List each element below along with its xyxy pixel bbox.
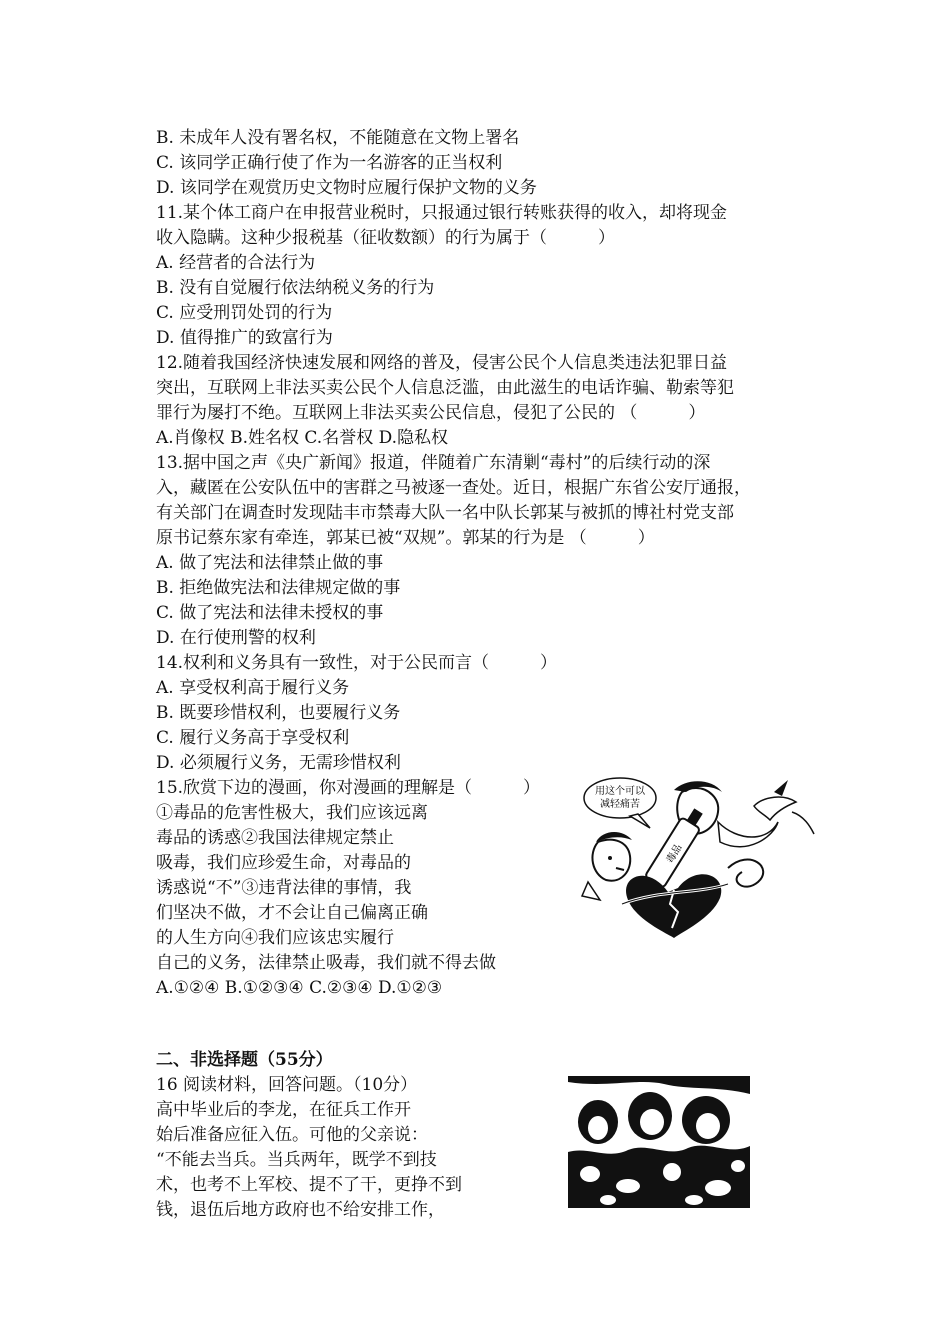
crowd-highlight-3 [663, 1163, 681, 1181]
anti-drug-cartoon-image [578, 772, 818, 942]
q15-statement-line1: ①毒品的危害性极大，我们应该远离 [156, 803, 428, 823]
q10-option-b: B. 未成年人没有署名权，不能随意在文物上署名 [156, 128, 520, 148]
q14-option-b: B. 既要珍惜权利，也要履行义务 [156, 703, 401, 723]
section-2-heading: 二、非选择题（55分） [156, 1050, 333, 1070]
flying-figure [754, 797, 796, 820]
q15-statement-line3: 吸毒，我们应珍爱生命，对毒品的 [156, 853, 411, 873]
soldiers-photo-drawing [568, 1076, 750, 1208]
speech-bubble [584, 778, 656, 818]
q13-option-d: D. 在行使刑警的权利 [156, 628, 316, 648]
q13-stem-line4: 原书记蔡东家有牵连，郭某已被“双规”。郭某的行为是 （ ） [156, 528, 655, 548]
crowd-highlight-2 [616, 1179, 640, 1193]
q16-material-line4: 术，也考不上军校、提不了干，更挣不到 [156, 1175, 462, 1195]
q11-option-b: B. 没有自觉履行依法纳税义务的行为 [156, 278, 435, 298]
soldiers-photo-image [568, 1076, 750, 1208]
crowd-highlight-7 [685, 1195, 703, 1205]
q15-statement-line7: 自己的义务，法律禁止吸毒，我们就不得去做 [156, 953, 496, 973]
q16-material-line5: 钱，退伍后地方政府也不给安排工作， [156, 1200, 445, 1220]
soldier-face-3 [696, 1113, 720, 1139]
q11-option-c: C. 应受刑罚处罚的行为 [156, 303, 333, 323]
flying-figure-tail [792, 812, 814, 834]
q10-option-c: C. 该同学正确行使了作为一名游客的正当权利 [156, 153, 503, 173]
speech-bubble-tail [630, 814, 650, 828]
boy-head [592, 840, 630, 881]
q11-stem-line2: 收入隐瞒。这种少报税基（征收数额）的行为属于（ ） [156, 228, 615, 248]
q15-statement-line5: 们坚决不做，才不会让自己偏离正确 [156, 903, 428, 923]
smoke-swirl [728, 860, 763, 887]
syringe-label: 毒品 [664, 842, 685, 866]
crowd-highlight-1 [580, 1166, 600, 1182]
q12-stem-line1: 12.随着我国经济快速发展和网络的普及，侵害公民个人信息类违法犯罪日益 [156, 353, 728, 373]
crowd-highlight-6 [600, 1195, 616, 1205]
q13-option-c: C. 做了宪法和法律未授权的事 [156, 603, 384, 623]
q12-stem-line3: 罪行为屡打不绝。互联网上非法买卖公民信息，侵犯了公民的 （ ） [156, 403, 706, 423]
q13-option-a: A. 做了宪法和法律禁止做的事 [156, 553, 384, 573]
q16-material-line3: “不能去当兵。当兵两年，既学不到技 [156, 1150, 437, 1170]
flying-figure-head [774, 780, 788, 796]
q13-stem-line2: 入，藏匿在公安队伍中的害群之马被逐一查处。近日，根据广东省公安厅通报， [156, 478, 751, 498]
q11-option-d: D. 值得推广的致富行为 [156, 328, 333, 348]
q15-options: A.①②④ B.①②③④ C.②③④ D.①②③ [156, 978, 443, 998]
q15-statement-line4: 诱惑说“不”③违背法律的事情，我 [156, 878, 412, 898]
q13-option-b: B. 拒绝做宪法和法律规定做的事 [156, 578, 401, 598]
q14-option-c: C. 履行义务高于享受权利 [156, 728, 350, 748]
q15-statement-line6: 的人生方向④我们应该忠实履行 [156, 928, 394, 948]
q12-stem-line2: 突出，互联网上非法买卖公民个人信息泛滥，由此滋生的电话诈骗、勒索等犯 [156, 378, 734, 398]
q14-option-a: A. 享受权利高于履行义务 [156, 678, 350, 698]
crowd-highlight-4 [705, 1180, 731, 1196]
q16-material-line2: 始后准备应征入伍。可他的父亲说： [156, 1125, 428, 1145]
q14-stem: 14.权利和义务具有一致性，对于公民而言（ ） [156, 653, 558, 673]
soldier-face-1 [588, 1116, 608, 1140]
q16-material-line1: 高中毕业后的李龙，在征兵工作开 [156, 1100, 411, 1120]
boy-hand [582, 882, 600, 900]
soldier-face-2 [640, 1109, 664, 1135]
cartoon-drawing [578, 772, 818, 942]
q11-option-a: A. 经营者的合法行为 [156, 253, 316, 273]
bubble-text-2: 减轻痛苦 [600, 799, 640, 810]
heart-shape [626, 874, 721, 938]
q11-stem-line1: 11.某个体工商户在申报营业税时，只报通过银行转账获得的收入，却将现金 [156, 203, 728, 223]
q12-options: A.肖像权 B.姓名权 C.名誉权 D.隐私权 [156, 428, 449, 448]
q15-stem: 15.欣赏下边的漫画，你对漫画的理解是（ ） [156, 778, 541, 798]
q16-stem: 16 阅读材料，回答问题。（10分） [156, 1075, 418, 1095]
q10-option-d: D. 该同学在观赏历史文物时应履行保护文物的义务 [156, 178, 537, 198]
q15-statement-line2: 毒品的诱惑②我国法律规定禁止 [156, 828, 394, 848]
crowd-highlight-5 [731, 1160, 745, 1172]
boy-eye [608, 856, 612, 860]
tempter-arm [718, 822, 778, 847]
q13-stem-line3: 有关部门在调查时发现陆丰市禁毒大队一名中队长郭某与被抓的博社村党支部 [156, 503, 734, 523]
bubble-text-1: 用这个可以 [595, 786, 645, 797]
q13-stem-line1: 13.据中国之声《央广新闻》报道，伴随着广东清剿“毒村”的后续行动的深 [156, 453, 711, 473]
q14-option-d: D. 必须履行义务，无需珍惜权利 [156, 753, 401, 773]
